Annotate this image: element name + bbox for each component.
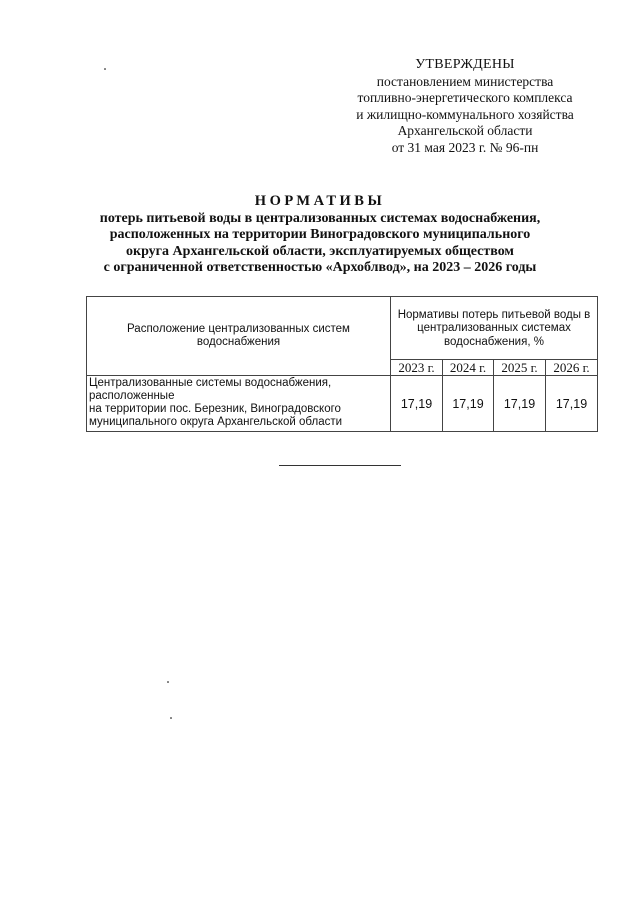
location-line: муниципального округа Архангельской области <box>89 416 343 428</box>
approval-date-line: от 31 мая 2023 г. № 96-пн <box>391 139 539 155</box>
year-header-2026: 2026 г. <box>546 360 598 376</box>
norms-column-header: Нормативы потерь питьевой воды в централизованных системах водоснабжения, % <box>391 297 598 360</box>
value-2024: 17,19 <box>443 376 494 432</box>
value-2025: 17,19 <box>494 376 546 432</box>
document-title <box>80 193 560 277</box>
approval-stamp <box>330 57 600 156</box>
title-line: округа Архангельской области, эксплуатируемых обществом <box>126 243 514 259</box>
scan-speck <box>104 68 106 70</box>
norms-table <box>86 296 598 432</box>
table-row <box>87 376 598 432</box>
location-line: на территории пос. Березник, Виноградовского <box>89 403 341 415</box>
scan-speck <box>170 717 172 719</box>
location-cell <box>87 376 391 432</box>
approval-heading: УТВЕРЖДЕНЫ <box>415 57 515 72</box>
approval-line: и жилищно-коммунального хозяйства <box>356 106 574 122</box>
title-line: потерь питьевой воды в централизованных системах водоснабжения, <box>99 210 541 226</box>
title-main: НОРМАТИВЫ <box>254 193 386 209</box>
closing-separator-line <box>279 465 401 466</box>
year-header-2024: 2024 г. <box>443 360 494 376</box>
table-header-row <box>87 297 598 360</box>
location-line: расположенные <box>89 390 175 402</box>
value-2026: 17,19 <box>546 376 598 432</box>
scan-speck <box>167 681 169 683</box>
value-2023: 17,19 <box>391 376 443 432</box>
location-line: Централизованные системы водоснабжения, <box>89 377 332 389</box>
title-line: с ограниченной ответственностью «Архоблвод», на 2023 – 2026 годы <box>103 260 537 275</box>
location-column-header: Расположение централизованных систем водоснабжения <box>87 297 391 376</box>
approval-line: постановлением министерства <box>376 73 554 89</box>
approval-line: топливно-энергетического комплекса <box>357 90 573 105</box>
approval-line: Архангельской области <box>397 123 533 138</box>
year-header-2025: 2025 г. <box>494 360 546 376</box>
title-line: расположенных на территории Виноградовского муниципального <box>109 227 531 242</box>
year-header-2023: 2023 г. <box>391 360 443 376</box>
